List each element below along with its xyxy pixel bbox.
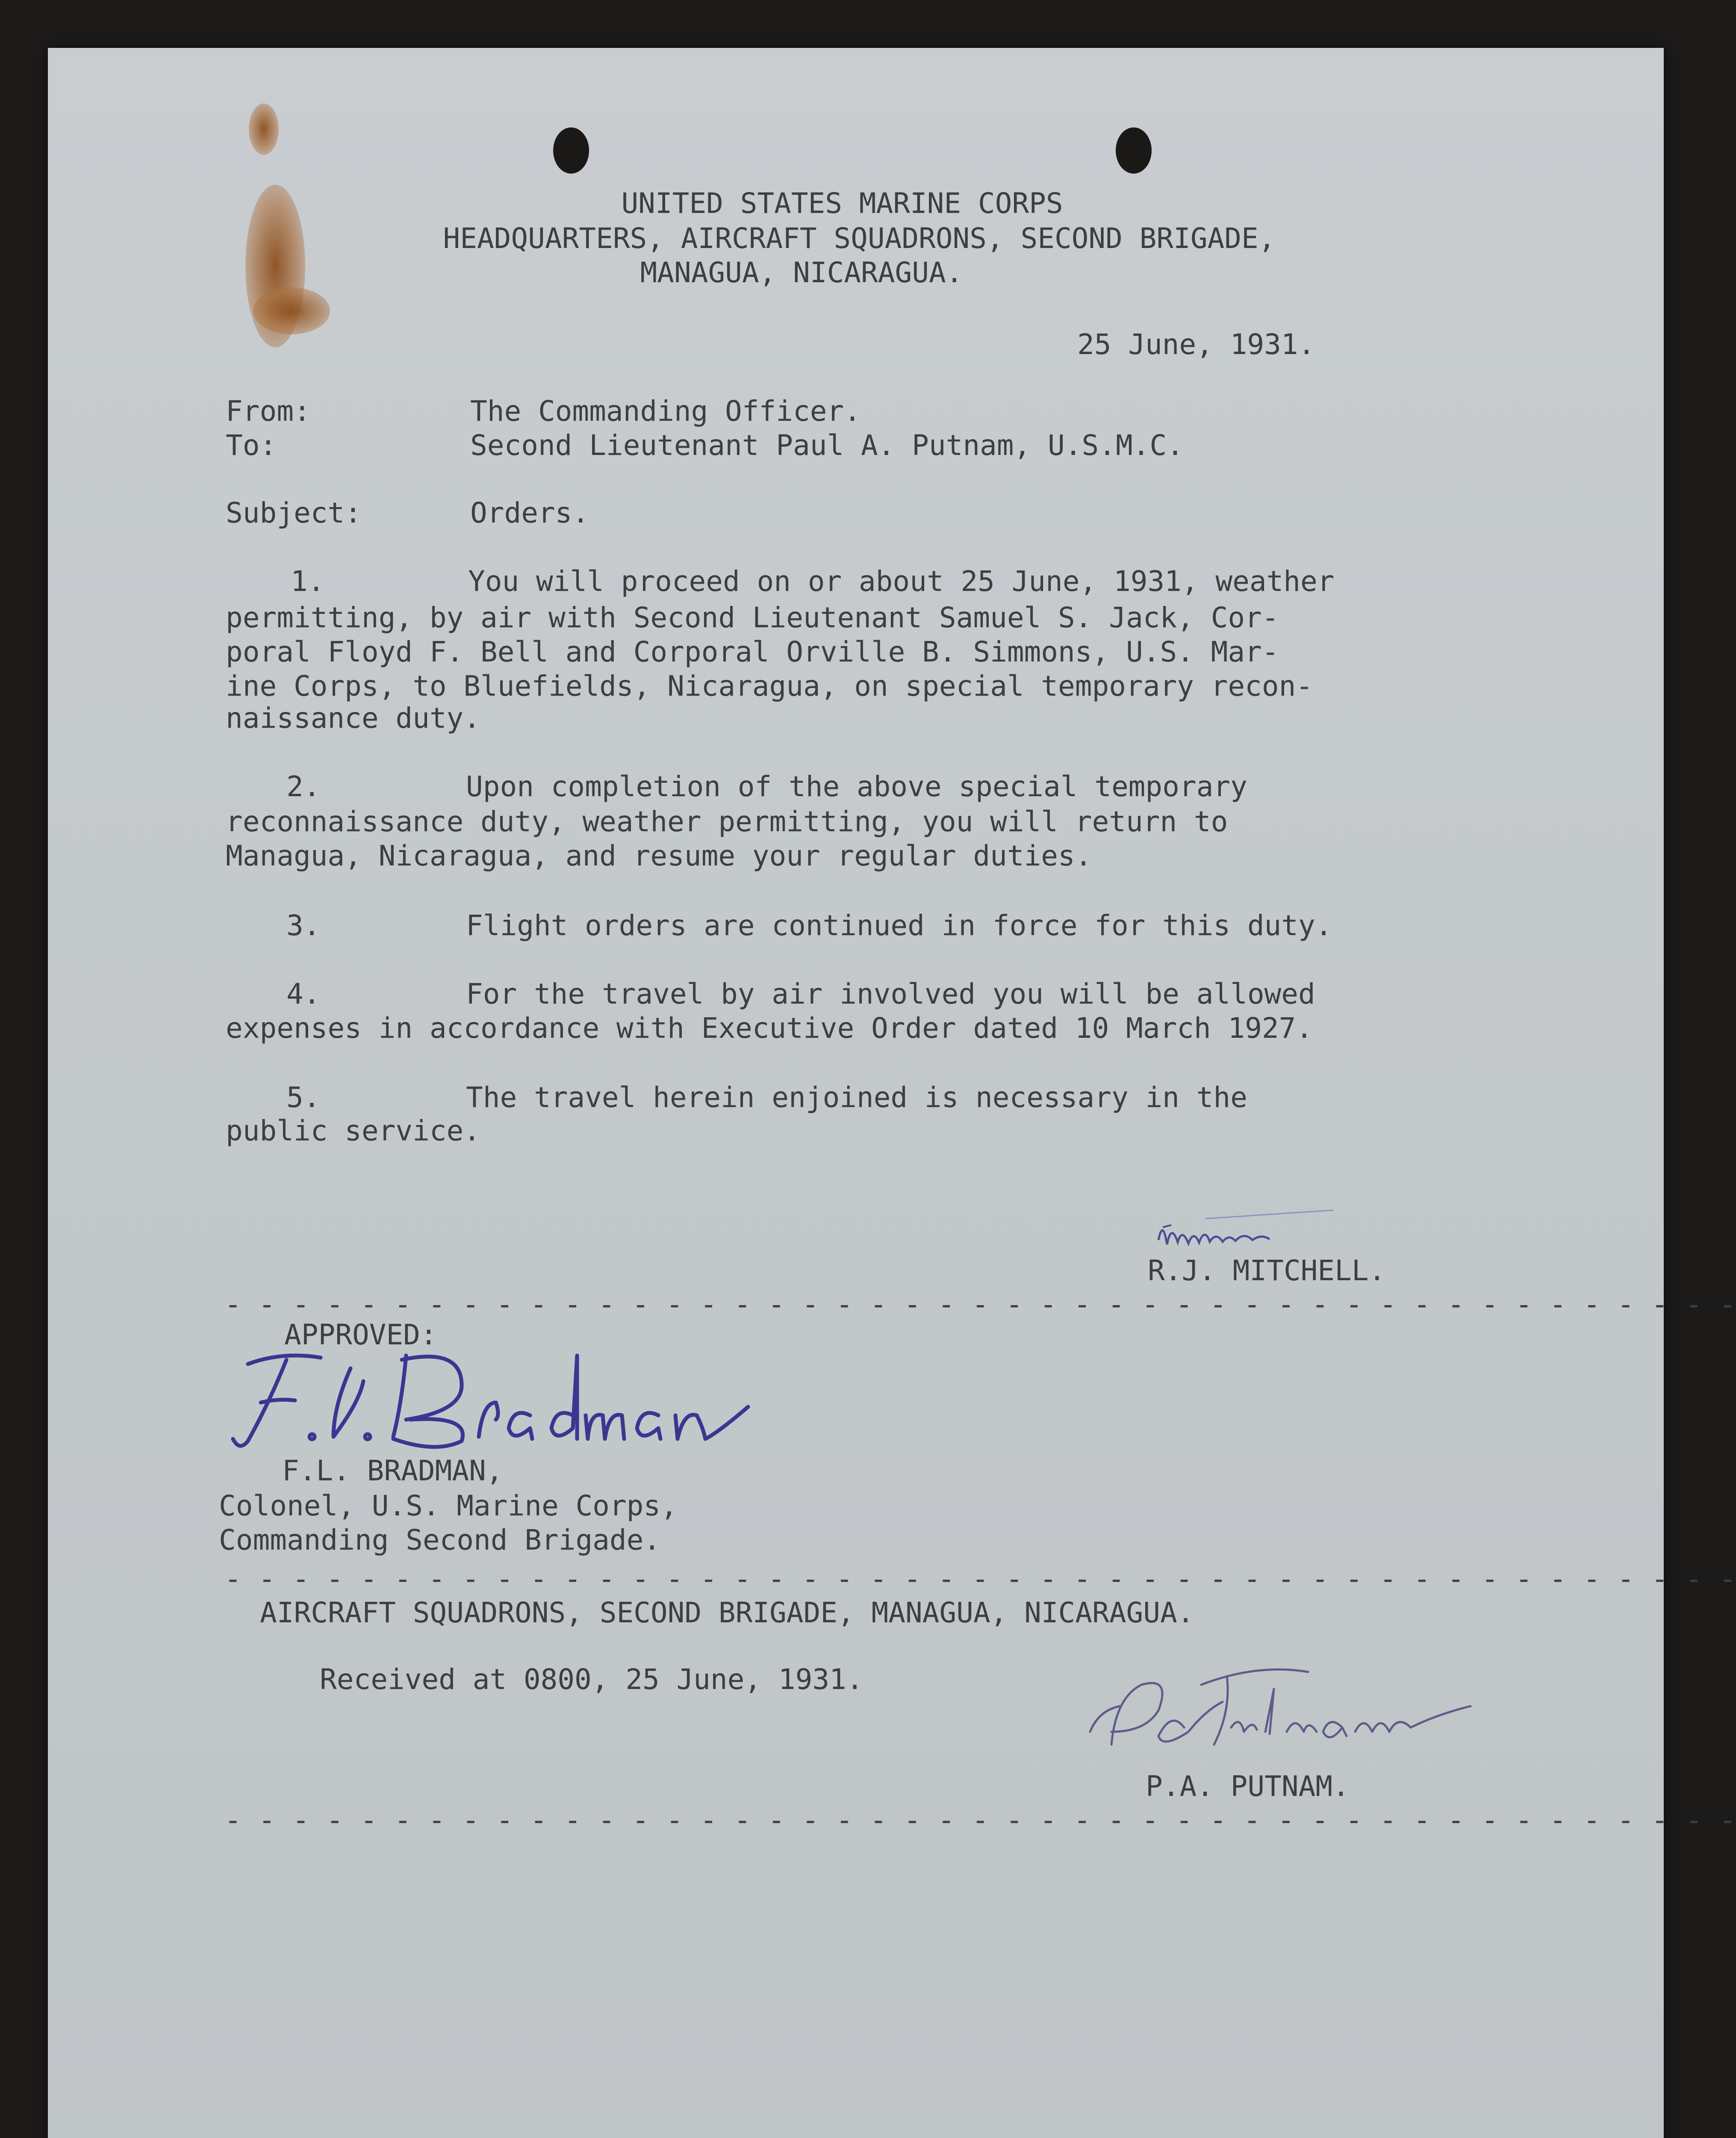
letterhead-line-2: HEADQUARTERS, AIRCRAFT SQUADRONS, SECOND BRIGADE, [443,222,1276,255]
paragraph-number: 2. [286,770,321,803]
paragraph-line: For the travel by air involved you will be allowed [466,977,1315,1010]
punch-hole-right [1116,127,1152,174]
paragraph-line: reconnaissance duty, weather permitting, you will return to [226,805,1228,838]
paragraph-line: Upon completion of the above special temporary [466,770,1247,803]
signer-putnam: P.A. PUTNAM. [1146,1770,1350,1803]
paragraph-number: 5. [286,1081,321,1114]
signer-bradman-name: F.L. BRADMAN, [282,1454,503,1487]
putnam-signature [1086,1659,1488,1770]
from-label: From: [226,395,311,428]
letterhead-line-3: MANAGUA, NICARAGUA. [640,256,963,289]
signer-mitchell: R.J. MITCHELL. [1148,1254,1386,1287]
paragraph-number: 4. [286,977,321,1010]
signer-bradman-role: Commanding Second Brigade. [219,1524,661,1556]
letterhead-line-1: UNITED STATES MARINE CORPS [621,187,1063,220]
rust-stain-top [249,103,279,155]
subject-value: Orders. [470,496,589,529]
rust-stain-bottom [253,287,330,334]
paragraph-line: Flight orders are continued in force for this duty. [466,909,1332,942]
bradman-signature [222,1330,761,1458]
paragraph-line: ine Corps, to Bluefields, Nicaragua, on special temporary recon- [226,670,1313,703]
paragraph-line: The travel herein enjoined is necessary in the [466,1081,1247,1114]
paragraph-number: 3. [286,909,321,942]
paragraph-number: 1. [291,565,325,598]
dashed-separator: - - - - - - - - - - - - - - - - - - - - - - - - - - - - - - - - - - - - - - - - - - - - - [224,1288,1736,1321]
paragraph-line: Managua, Nicaragua, and resume your regular duties. [226,839,1092,872]
paragraph-line: naissance duty. [226,702,481,735]
dashed-separator: - - - - - - - - - - - - - - - - - - - - - - - - - - - - - - - - - - - - - - - - - - - - - [224,1562,1736,1595]
paragraph-line: permitting, by air with Second Lieutenant Samuel S. Jack, Cor- [226,601,1279,634]
paragraph-line: expenses in accordance with Executive Order dated 10 March 1927. [226,1012,1313,1045]
to-value: Second Lieutenant Paul A. Putnam, U.S.M.C. [470,429,1184,462]
subject-label: Subject: [226,496,362,529]
footer-unit: AIRCRAFT SQUADRONS, SECOND BRIGADE, MANAGUA, NICARAGUA. [260,1596,1194,1629]
dashed-separator: - - - - - - - - - - - - - - - - - - - - - - - - - - - - - - - - - - - - - - - - - - - - - [224,1804,1736,1837]
punch-hole-left [553,127,589,174]
document-date: 25 June, 1931. [1077,328,1315,361]
paragraph-line: You will proceed on or about 25 June, 1931, weather [468,565,1335,598]
received-line: Received at 0800, 25 June, 1931. [320,1663,864,1696]
from-value: The Commanding Officer. [470,395,861,428]
paragraph-line: public service. [226,1114,481,1147]
to-label: To: [226,429,277,462]
signer-bradman-rank: Colonel, U.S. Marine Corps, [219,1489,678,1522]
paragraph-line: poral Floyd F. Bell and Corporal Orville B. Simmons, U.S. Mar- [226,635,1279,668]
approved-label: APPROVED: [284,1318,437,1351]
